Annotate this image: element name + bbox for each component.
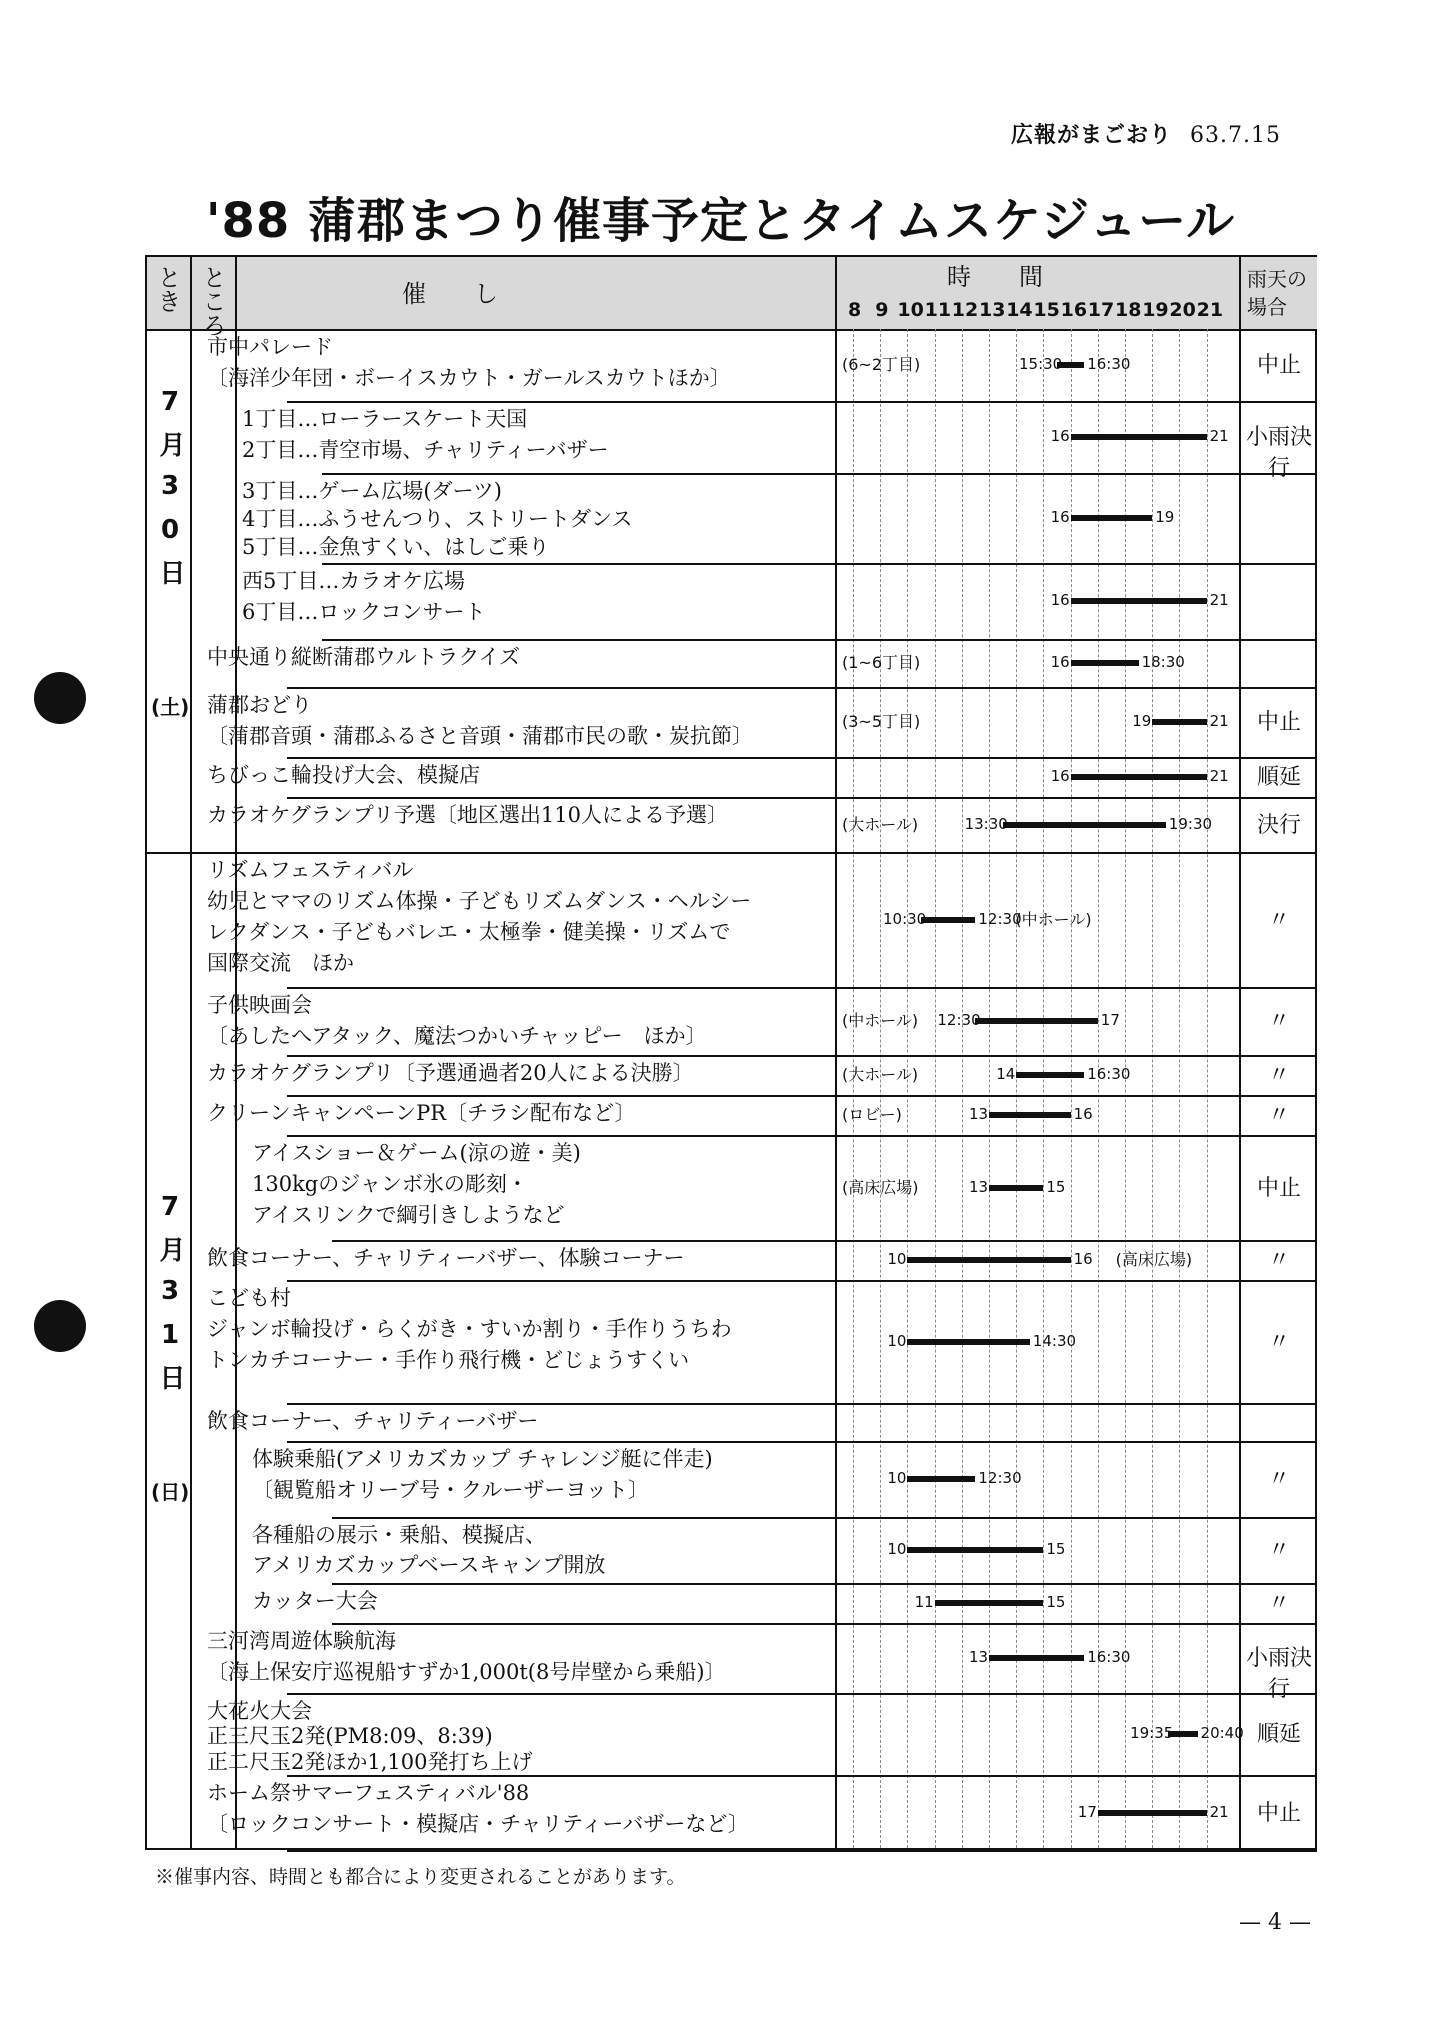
end-time: 21 bbox=[1209, 427, 1229, 445]
rain-policy: 決行 bbox=[1256, 812, 1301, 838]
time-bar bbox=[1098, 1810, 1207, 1816]
event-location-note: (高床広場) bbox=[842, 1177, 919, 1197]
event-text: カッター大会 bbox=[252, 1589, 378, 1613]
hour-gridline bbox=[962, 329, 963, 1848]
start-time: 16 bbox=[1050, 508, 1070, 526]
end-time: 16:30 bbox=[1087, 1065, 1131, 1083]
day-1: 7月30日 bbox=[155, 387, 185, 599]
end-time: 15 bbox=[1046, 1593, 1066, 1611]
hour-label: 13 bbox=[979, 299, 1006, 321]
publication-name: 広報がまごおり bbox=[1011, 123, 1173, 148]
event-text: 〔蒲郡音頭・蒲郡ふるさと音頭・蒲郡市民の歌・炭抗節〕 bbox=[207, 724, 753, 748]
start-time: 14 bbox=[996, 1065, 1016, 1083]
event-text: 飲食コーナー、チャリティーバザー bbox=[207, 1409, 539, 1433]
time-bar bbox=[1003, 822, 1166, 828]
page-title: '88 蒲郡まつり催事予定とタイムスケジュール bbox=[205, 193, 1236, 249]
hour-label: 8 bbox=[848, 299, 862, 321]
hour-gridline bbox=[1125, 329, 1126, 1848]
rain-policy: 中止 bbox=[1256, 1800, 1301, 1826]
time-bar bbox=[989, 1655, 1084, 1661]
time-bar bbox=[907, 1476, 975, 1482]
event-text: 各種船の展示・乗船、模擬店、 bbox=[252, 1523, 546, 1547]
hour-gridline bbox=[1043, 329, 1044, 1848]
end-time: 19:30 bbox=[1168, 814, 1213, 833]
event-text: 4丁目…ふうせんつり、ストリートダンス bbox=[242, 507, 633, 531]
hour-gridline bbox=[935, 329, 936, 1848]
hour-label: 9 bbox=[875, 299, 889, 321]
end-time: 21 bbox=[1209, 1802, 1229, 1821]
col-rain: 雨天の場合 bbox=[1247, 267, 1307, 319]
event-text: 〔ロックコンサート・模擬店・チャリティーバザーなど〕 bbox=[207, 1812, 749, 1836]
event-text: 蒲郡おどり bbox=[207, 693, 312, 717]
event-location-note: (6~2丁目) bbox=[842, 355, 921, 374]
start-time: 16 bbox=[1050, 653, 1070, 671]
event-text: 体験乗船(アメリカズカップ チャレンジ艇に伴走) bbox=[252, 1447, 713, 1471]
day-2-weekday: (日) bbox=[151, 1480, 190, 1504]
start-time: 13 bbox=[969, 1105, 989, 1123]
start-time: 10 bbox=[887, 1331, 907, 1350]
end-time: 16 bbox=[1073, 1250, 1093, 1268]
event-text: 大花火大会 bbox=[207, 1699, 312, 1723]
rain-policy: 中止 bbox=[1256, 710, 1301, 735]
event-text: レクダンス・子どもバレエ・太極拳・健美操・リズムで bbox=[207, 920, 731, 944]
rain-policy: 中止 bbox=[1256, 1175, 1301, 1201]
hour-label: 14 bbox=[1006, 299, 1033, 321]
hour-label: 16 bbox=[1060, 299, 1088, 321]
event-text: アイスリンクで綱引きしようなど bbox=[252, 1203, 565, 1227]
start-time: 15:30 bbox=[1019, 355, 1063, 373]
hour-gridline bbox=[1179, 329, 1180, 1848]
end-time: 19 bbox=[1155, 508, 1175, 526]
end-time: 14:30 bbox=[1032, 1331, 1077, 1350]
row-divider bbox=[332, 1583, 1317, 1585]
event-text: 正三尺玉2発(PM8:09、8:39) bbox=[207, 1724, 493, 1749]
row-divider bbox=[287, 1775, 1317, 1777]
event-text: カラオケグランプリ〔予選通過者20人による決勝〕 bbox=[207, 1061, 694, 1085]
time-bar bbox=[935, 1600, 1044, 1606]
time-bar bbox=[907, 1257, 1070, 1263]
hour-label: 19 bbox=[1142, 299, 1169, 321]
hour-label: 18 bbox=[1115, 299, 1142, 321]
start-time: 12:30 bbox=[937, 1011, 981, 1029]
end-time: 17 bbox=[1100, 1011, 1120, 1029]
time-bar bbox=[1152, 719, 1206, 725]
rain-policy: 小雨決行 bbox=[1245, 1646, 1312, 1702]
event-text: リズムフェスティバル bbox=[207, 858, 414, 882]
event-text: 〔観覧船オリーブ号・クルーザーヨット〕 bbox=[252, 1478, 649, 1502]
end-time: 15 bbox=[1046, 1540, 1066, 1558]
row-divider bbox=[287, 1850, 1317, 1852]
event-text: 中央通り縦断蒲郡ウルトラクイズ bbox=[207, 645, 521, 669]
time-bar bbox=[1071, 660, 1139, 666]
rain-policy: 〃 bbox=[1267, 1467, 1290, 1492]
rain-policy: 小雨決行 bbox=[1245, 425, 1312, 481]
hour-label: 21 bbox=[1196, 299, 1224, 321]
event-text: 飲食コーナー、チャリティーバザー、体験コーナー bbox=[207, 1246, 685, 1270]
event-text: 〔海上保安庁巡視船すずか1,000t(8号岸壁から乗船)〕 bbox=[207, 1660, 726, 1684]
row-divider bbox=[287, 687, 1317, 689]
row-divider bbox=[332, 1517, 1317, 1519]
rain-policy: 〃 bbox=[1267, 1009, 1290, 1034]
issue-date: 63.7.15 bbox=[1190, 123, 1281, 148]
time-bar bbox=[975, 1018, 1097, 1024]
event-location-note: (大ホール) bbox=[842, 814, 919, 834]
rain-policy: 〃 bbox=[1267, 1248, 1290, 1273]
event-text: こども村 bbox=[207, 1286, 291, 1310]
hour-label: 20 bbox=[1169, 299, 1196, 321]
time-bar bbox=[1071, 434, 1207, 440]
rain-policy: 順延 bbox=[1256, 1722, 1301, 1747]
row-divider bbox=[287, 1055, 1317, 1057]
time-bar bbox=[907, 1547, 1043, 1553]
time-bar bbox=[1071, 774, 1207, 780]
binder-hole-1 bbox=[34, 672, 86, 724]
hour-label: 15 bbox=[1033, 299, 1060, 321]
event-location-note: (高床広場) bbox=[1115, 1250, 1193, 1269]
end-time: 12:30 bbox=[978, 1469, 1022, 1487]
hour-gridline bbox=[1071, 329, 1072, 1848]
rain-policy: 〃 bbox=[1267, 1538, 1290, 1563]
row-divider bbox=[287, 1403, 1317, 1405]
event-location-note: (中ホール) bbox=[1015, 909, 1092, 929]
start-time: 10 bbox=[887, 1540, 907, 1558]
row-divider bbox=[322, 639, 1317, 641]
col-toki: とき bbox=[153, 265, 181, 313]
row-divider bbox=[287, 757, 1317, 759]
event-text: 国際交流 ほか bbox=[207, 951, 354, 975]
end-time: 12:30 bbox=[978, 909, 1022, 928]
event-text: トンカチコーナー・手作り飛行機・どじょうすくい bbox=[207, 1348, 690, 1372]
event-text: カラオケグランプリ予選〔地区選出110人による予選〕 bbox=[207, 803, 728, 827]
row-divider bbox=[322, 473, 1317, 475]
start-time: 10:30 bbox=[883, 909, 927, 928]
end-time: 21 bbox=[1209, 767, 1229, 785]
row-divider bbox=[287, 1280, 1317, 1282]
start-time: 11 bbox=[914, 1593, 934, 1611]
hour-gridline bbox=[1016, 329, 1017, 1848]
event-text: 正二尺玉2発ほか1,100発打ち上げ bbox=[207, 1749, 533, 1774]
col-moyoshi: 催 し bbox=[402, 280, 498, 308]
event-text: 〔あしたへアタック、魔法つかいチャッピー ほか〕 bbox=[207, 1024, 707, 1048]
hour-gridline bbox=[1152, 329, 1153, 1848]
event-text: 5丁目…金魚すくい、はしご乗り bbox=[242, 535, 550, 559]
hour-gridline bbox=[989, 329, 990, 1848]
rain-policy: 中止 bbox=[1256, 353, 1301, 378]
event-location-note: (大ホール) bbox=[842, 1065, 919, 1084]
rain-policy: 〃 bbox=[1267, 907, 1290, 933]
event-location-note: (3~5丁目) bbox=[842, 712, 921, 731]
row-divider bbox=[332, 1240, 1317, 1242]
event-text: 3丁目…ゲーム広場(ダーツ) bbox=[242, 479, 502, 503]
event-text: 幼児とママのリズム体操・子どもリズムダンス・ヘルシー bbox=[207, 889, 752, 913]
schedule-table bbox=[145, 255, 1317, 1850]
start-time: 10 bbox=[887, 1469, 907, 1487]
row-divider bbox=[287, 852, 1317, 854]
day-2: 7月31日 bbox=[155, 1192, 185, 1404]
time-bar bbox=[907, 1339, 1029, 1345]
time-bar bbox=[1071, 598, 1207, 604]
event-location-note: (中ホール) bbox=[842, 1011, 919, 1030]
binder-hole-2 bbox=[34, 1300, 86, 1352]
event-text: ちびっこ輪投げ大会、模擬店 bbox=[207, 763, 480, 787]
end-time: 21 bbox=[1209, 591, 1229, 609]
rain-policy: 〃 bbox=[1267, 1063, 1290, 1088]
start-time: 16 bbox=[1050, 767, 1070, 785]
hour-gridline bbox=[1098, 329, 1099, 1848]
event-text: アイスショー＆ゲーム(涼の遊・美) bbox=[252, 1141, 581, 1165]
hour-label: 11 bbox=[924, 299, 952, 321]
hour-gridline bbox=[853, 329, 854, 1848]
row-divider bbox=[287, 1441, 1317, 1443]
rain-policy: 〃 bbox=[1267, 1103, 1290, 1128]
event-text: 西5丁目…カラオケ広場 bbox=[242, 569, 465, 593]
time-bar bbox=[921, 917, 975, 923]
row-divider bbox=[287, 1095, 1317, 1097]
rain-policy: 〃 bbox=[1267, 1329, 1290, 1355]
hour-gridline bbox=[880, 329, 881, 1848]
event-text: アメリカズカップベースキャンプ開放 bbox=[252, 1553, 606, 1577]
row-divider bbox=[322, 563, 1317, 565]
end-time: 16 bbox=[1073, 1105, 1093, 1123]
event-text: 市中パレード bbox=[207, 335, 333, 359]
page-number: — 4 — bbox=[1239, 1910, 1311, 1935]
end-time: 21 bbox=[1209, 712, 1229, 730]
start-time: 19 bbox=[1132, 712, 1152, 730]
time-bar bbox=[989, 1112, 1071, 1118]
col-jikan: 時 間 bbox=[947, 263, 1043, 291]
hour-gridline bbox=[907, 329, 908, 1848]
event-text: 130kgのジャンボ氷の彫刻・ bbox=[252, 1172, 528, 1196]
end-time: 15 bbox=[1046, 1177, 1066, 1196]
col-tokoro: ところ bbox=[198, 265, 226, 337]
event-text: ジャンボ輪投げ・らくがき・すいか割り・手作りうちわ bbox=[207, 1317, 732, 1341]
end-time: 20:40 bbox=[1200, 1724, 1244, 1742]
hour-label: 12 bbox=[951, 299, 979, 321]
event-location-note: (1~6丁目) bbox=[842, 653, 921, 672]
time-bar bbox=[989, 1185, 1043, 1191]
hour-label: 10 bbox=[897, 299, 924, 321]
start-time: 10 bbox=[887, 1250, 907, 1268]
event-text: 2丁目…青空市場、チャリティーバザー bbox=[242, 438, 609, 462]
event-text: 6丁目…ロックコンサート bbox=[242, 600, 486, 624]
start-time: 16 bbox=[1050, 591, 1070, 609]
rain-policy: 順延 bbox=[1256, 765, 1301, 790]
event-text: 1丁目…ローラースケート天国 bbox=[242, 407, 528, 431]
time-bar bbox=[1071, 515, 1153, 521]
start-time: 13:30 bbox=[964, 814, 1008, 833]
row-divider bbox=[287, 797, 1317, 799]
day-1-weekday: (土) bbox=[151, 695, 190, 719]
hour-gridline bbox=[1207, 329, 1208, 1848]
end-time: 18:30 bbox=[1141, 653, 1185, 671]
event-text: ホーム祭サマーフェスティバル'88 bbox=[207, 1781, 530, 1805]
row-divider bbox=[287, 987, 1317, 989]
event-text: クリーンキャンペーンPR〔チラシ配布など〕 bbox=[207, 1101, 636, 1125]
row-divider bbox=[332, 1623, 1317, 1625]
event-text: 〔海洋少年団・ボーイスカウト・ガールスカウトほか〕 bbox=[207, 366, 731, 390]
end-time: 16:30 bbox=[1087, 355, 1131, 373]
start-time: 17 bbox=[1077, 1802, 1097, 1821]
start-time: 16 bbox=[1050, 427, 1070, 445]
page-header bbox=[1011, 118, 1281, 149]
footnote: ※催事内容、時間とも都合により変更されることがあります。 bbox=[155, 1866, 686, 1888]
row-divider bbox=[287, 1135, 1317, 1137]
rain-policy: 〃 bbox=[1267, 1591, 1290, 1616]
hour-label: 17 bbox=[1087, 299, 1115, 321]
start-time: 19:35 bbox=[1130, 1724, 1174, 1742]
end-time: 16:30 bbox=[1087, 1648, 1131, 1666]
event-text: 子供映画会 bbox=[207, 993, 312, 1017]
row-divider bbox=[287, 1693, 1317, 1695]
event-text: 三河湾周遊体験航海 bbox=[207, 1629, 396, 1653]
event-location-note: (ロビー) bbox=[842, 1105, 902, 1124]
row-divider bbox=[287, 401, 1317, 403]
start-time: 13 bbox=[969, 1177, 989, 1196]
start-time: 13 bbox=[969, 1648, 989, 1666]
time-bar bbox=[1016, 1072, 1084, 1078]
